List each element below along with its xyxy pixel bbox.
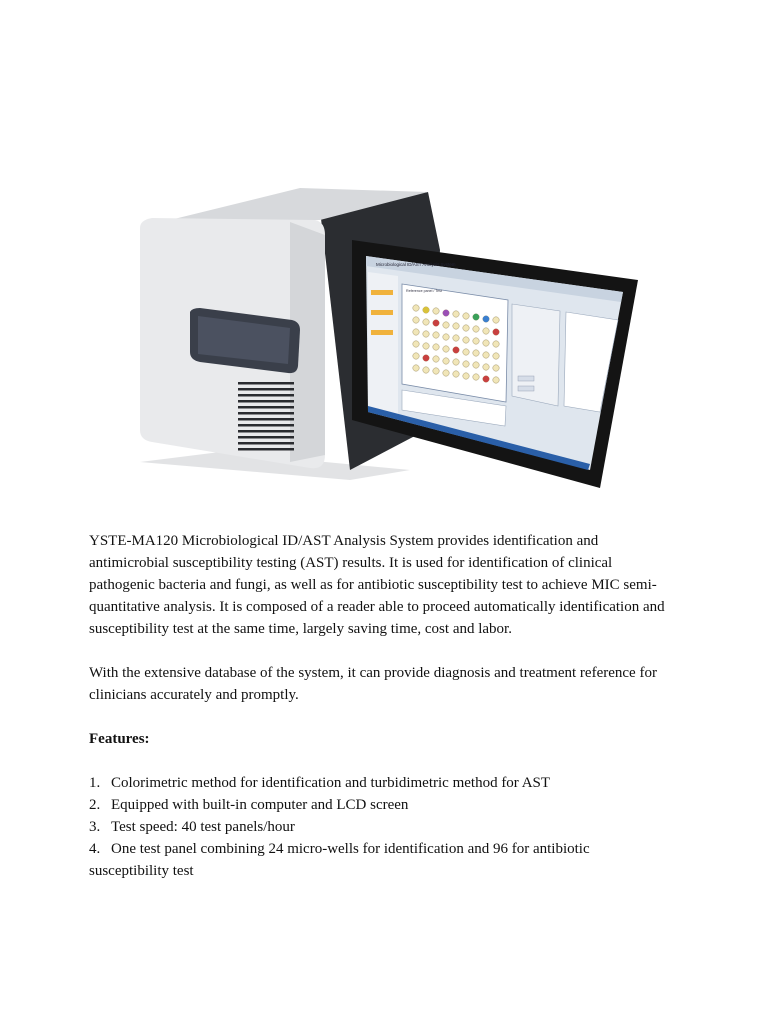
feature-item: 3. Test speed: 40 test panels/hour <box>89 819 295 835</box>
description-text <box>89 530 669 882</box>
screen-window-title: Microbiological ID/AST Analysis System <box>376 262 456 267</box>
touchscreen-monitor <box>352 240 638 488</box>
features-heading: Features: <box>89 731 150 747</box>
intro-paragraph: YSTE-MA120 Microbiological ID/AST Analysis System provides identification and antimicrobial susceptibility testing (AST) results. It is used for identification of clinical pathogenic bacteria and fungi, as well as for antibiotic susceptibility test to achieve MIC semi-quantitative analysis. It is composed of a reader able to proceed automatically identification and susceptibility test at the same time, largely saving time, cost and labor. <box>89 533 665 637</box>
screen-panel-label: Reference panel / Test <box>406 289 442 293</box>
features-list <box>89 772 669 882</box>
feature-item: 2. Equipped with built-in computer and LCD screen <box>89 797 409 813</box>
product-photo <box>130 180 650 500</box>
feature-item: 4. One test panel combining 24 micro-wells for identification and 96 for antibiotic susceptibility test <box>89 841 590 879</box>
database-paragraph: With the extensive database of the system, it can provide diagnosis and treatment reference for clinicians accurately and promptly. <box>89 665 657 703</box>
feature-item: 1. Colorimetric method for identification and turbidimetric method for AST <box>89 775 551 791</box>
analyzer-illustration <box>130 180 650 500</box>
